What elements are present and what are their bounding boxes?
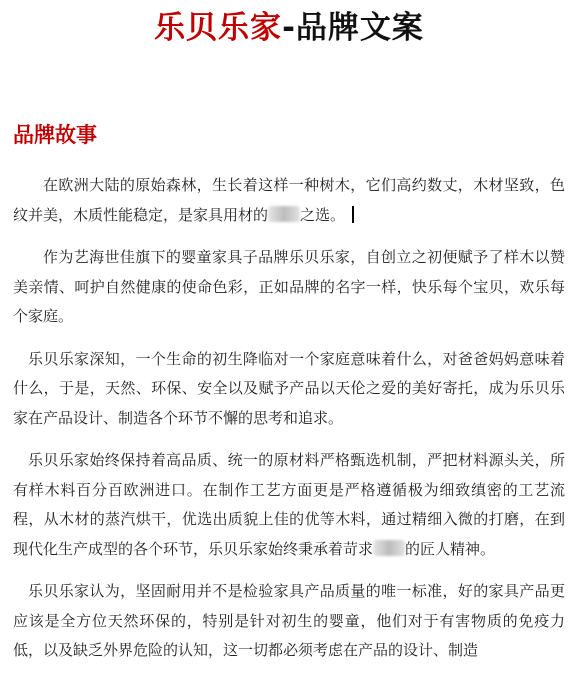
title-suffix: -品牌文案 bbox=[282, 10, 424, 46]
paragraph-1-text-a: 在欧洲大陆的原始森林，生长着这样一种树木，它们高约数丈，木材坚致，色纹并美，木质性能稳定，是家具用材的 bbox=[13, 176, 565, 224]
paragraph-5: 乐贝乐家认为，坚固耐用并不是检验家具产品质量的唯一标准，好的家具产品更应该是全方位天然环保的，特别是针对初生的婴童，他们对于有害物质的免疫力低，以及缺乏外界危险的认知，这一切都必须考虑在产品的设计、制造 bbox=[13, 582, 565, 659]
paragraph-1-text-b: 之选。 bbox=[300, 205, 346, 224]
redacted-word bbox=[373, 540, 405, 556]
brand-name: 乐贝乐家 bbox=[154, 10, 283, 46]
paragraph-2: 作为艺海世佳旗下的婴童家具子品牌乐贝乐家，自创立之初便赋予了样木以赞美亲情、呵护自然健康的使命色彩，正如品牌的名字一样，快乐每个宝贝，欢乐每个家庭。 bbox=[13, 248, 565, 325]
text-cursor bbox=[352, 206, 354, 223]
paragraph-1 bbox=[13, 171, 565, 230]
section-heading-brand-story: 品牌故事 bbox=[13, 123, 97, 147]
redacted-word bbox=[268, 206, 300, 222]
document-body bbox=[13, 171, 565, 679]
paragraph-4-text-b: 的匠人精神。 bbox=[405, 539, 496, 558]
paragraph-4-text-a: 乐贝乐家始终保持着高品质、统一的原材料严格甄选机制，严把材料源头关，所有样木料百分百欧洲进口。在制作工艺方面更是严格遵循极为细致缜密的工艺流程，从木材的蒸汽烘干，优选出质貌上佳的优等木料，通过精细入微的打磨，在到现代化生产成型的各个环节，乐贝乐家始终秉承着苛求 bbox=[13, 451, 565, 558]
paragraph-3: 乐贝乐家深知，一个生命的初生降临对一个家庭意味着什么，对爸爸妈妈意味着什么，于是，天然、环保、安全以及赋予产品以天伦之爱的美好寄托，成为乐贝乐家在产品设计、制造各个环节不懈的思考和追求。 bbox=[13, 349, 565, 427]
page-title bbox=[0, 8, 578, 48]
paragraph-4 bbox=[13, 446, 565, 564]
